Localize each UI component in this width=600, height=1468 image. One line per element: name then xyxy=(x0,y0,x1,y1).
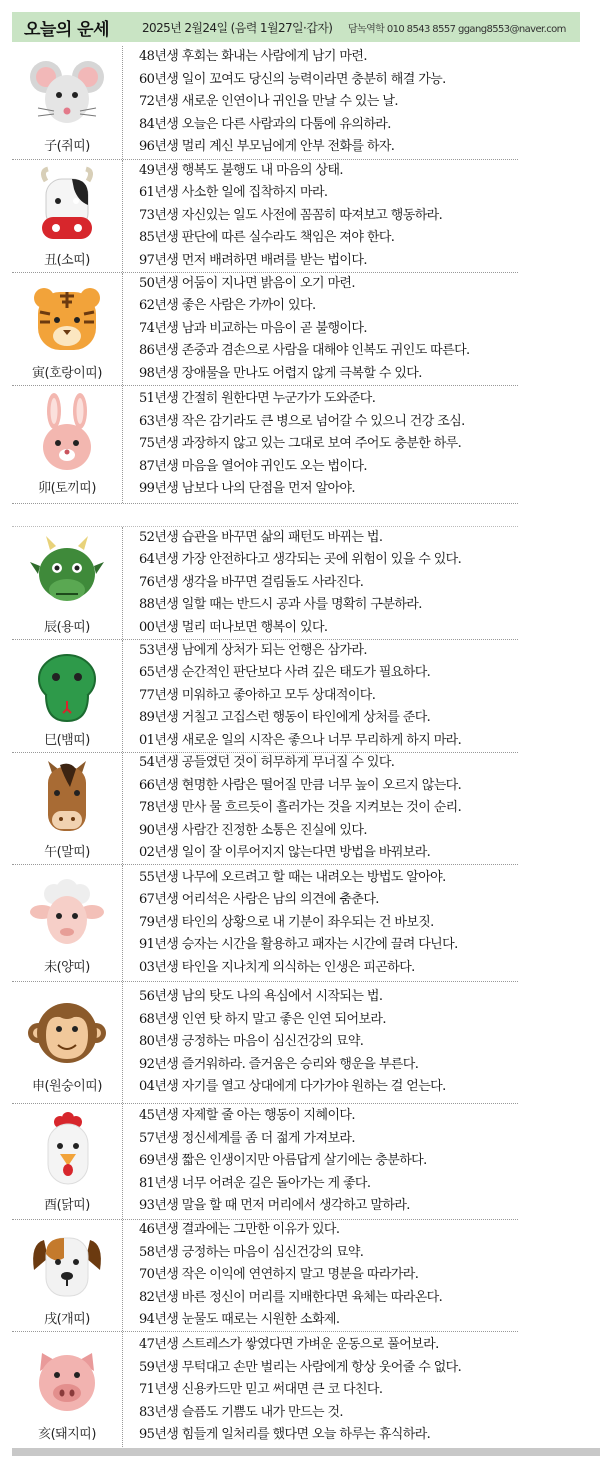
dragon-icon xyxy=(24,532,110,614)
zodiac-row-horse xyxy=(12,753,518,865)
zodiac-label: 丑(소띠) xyxy=(44,252,90,268)
zodiac-row-sheep xyxy=(12,865,518,982)
fortune-line: 63년생 작은 감기라도 큰 병으로 넘어갈 수 있으니 건강 조심. xyxy=(139,413,465,429)
fortune-line: 45년생 자제할 줄 아는 행동이 지혜이다. xyxy=(139,1108,355,1124)
fortune-line: 62년생 좋은 사람은 가까이 있다. xyxy=(139,298,316,314)
fortune-line: 91년생 승자는 시간을 활용하고 패자는 시간에 끌려 다닌다. xyxy=(139,937,458,953)
zodiac-row-pig xyxy=(12,1332,518,1449)
page-title: 오늘의 운세 xyxy=(24,19,110,40)
fortune-line: 83년생 슬픔도 기쁨도 내가 만드는 것. xyxy=(139,1404,343,1420)
header-bar xyxy=(12,12,580,42)
fortune-line: 78년생 만사 물 흐르듯이 흘러가는 것을 지켜보는 것이 순리. xyxy=(139,800,462,816)
fortune-lines xyxy=(123,386,518,503)
fortune-line: 02년생 일이 잘 이루어지지 않는다면 방법을 바꿔보라. xyxy=(139,845,431,861)
fortune-line: 89년생 거칠고 고집스런 행동이 타인에게 상처를 준다. xyxy=(139,710,431,726)
zodiac-animal xyxy=(12,527,122,639)
fortune-line: 01년생 새로운 일의 시작은 좋으나 너무 무리하게 하지 마라. xyxy=(139,732,462,748)
zodiac-label: 亥(돼지띠) xyxy=(38,1427,96,1442)
zodiac-animal xyxy=(12,1332,122,1449)
fortune-line: 75년생 과장하지 않고 있는 그대로 보여 주어도 충분한 하루. xyxy=(139,436,462,452)
fortune-line: 79년생 타인의 상황으로 내 기분이 좌우되는 건 바보짓. xyxy=(139,914,434,930)
fortune-line: 46년생 결과에는 그만한 이유가 있다. xyxy=(139,1222,340,1238)
zodiac-row-dragon xyxy=(12,526,518,640)
pig-icon xyxy=(24,1339,110,1421)
zodiac-label: 辰(용띠) xyxy=(44,619,90,635)
fortune-line: 67년생 어리석은 사람은 남의 의견에 춤춘다. xyxy=(139,892,379,908)
fortune-line: 85년생 판단에 따른 실수라도 책임은 져야 한다. xyxy=(139,230,395,246)
fortune-line: 97년생 먼저 배려하면 배려를 받는 법이다. xyxy=(139,252,367,268)
fortune-line: 82년생 바른 정신이 머리를 지배한다면 육체는 따라온다. xyxy=(139,1289,443,1305)
monkey-icon xyxy=(24,991,110,1073)
fortune-lines xyxy=(123,640,518,752)
fortune-line: 64년생 가장 안전하다고 생각되는 곳에 위험이 있을 수 있다. xyxy=(139,552,462,568)
fortune-lines xyxy=(123,1332,518,1449)
zodiac-animal xyxy=(12,1104,122,1219)
fortune-line: 66년생 현명한 사람은 떨어질 만큼 너무 높이 오르지 않는다. xyxy=(139,777,462,793)
zodiac-animal xyxy=(12,1220,122,1331)
rat-icon xyxy=(24,51,110,133)
fortune-line: 55년생 나무에 오르려고 할 때는 내려오는 방법도 알아야. xyxy=(139,869,446,885)
zodiac-label: 申(원숭이띠) xyxy=(32,1079,102,1094)
fortune-lines xyxy=(123,273,518,385)
fortune-line: 86년생 존중과 겸손으로 사람을 대해야 인복도 귀인도 따른다. xyxy=(139,343,470,359)
fortune-lines xyxy=(123,1104,518,1219)
zodiac-row-rooster xyxy=(12,1104,518,1220)
zodiac-row-dog xyxy=(12,1220,518,1332)
horse-icon xyxy=(24,757,110,839)
zodiac-animal xyxy=(12,386,122,503)
fortune-line: 48년생 후회는 화내는 사람에게 남기 마련. xyxy=(139,49,367,65)
zodiac-row-rat xyxy=(12,46,518,160)
fortune-line: 70년생 작은 이익에 연연하지 말고 명분을 따라가라. xyxy=(139,1267,419,1283)
zodiac-animal xyxy=(12,865,122,981)
zodiac-animal xyxy=(12,160,122,272)
fortune-line: 56년생 남의 탓도 나의 욕심에서 시작되는 법. xyxy=(139,989,383,1005)
fortune-line: 65년생 순간적인 판단보다 사려 깊은 태도가 필요하다. xyxy=(139,665,431,681)
zodiac-label: 午(말띠) xyxy=(44,845,90,860)
zodiac-label: 寅(호랑이띠) xyxy=(32,365,102,381)
fortune-line: 59년생 무턱대고 손만 벌리는 사람에게 항상 웃어줄 수 없다. xyxy=(139,1359,462,1375)
zodiac-label: 巳(뱀띠) xyxy=(44,732,90,748)
fortune-line: 77년생 미워하고 좋아하고 모두 상대적이다. xyxy=(139,687,376,703)
zodiac-label: 卯(토끼띠) xyxy=(38,481,96,496)
sheep-icon xyxy=(24,872,110,954)
rabbit-icon xyxy=(24,393,110,475)
zodiac-animal xyxy=(12,982,122,1103)
fortune-line: 96년생 멀리 계신 부모님에게 안부 전화를 하자. xyxy=(139,139,395,155)
fortune-line: 61년생 사소한 일에 집착하지 마라. xyxy=(139,185,328,201)
fortune-line: 60년생 일이 꼬여도 당신의 능력이라면 충분히 해결 가능. xyxy=(139,71,446,87)
fortune-line: 87년생 마음을 열어야 귀인도 오는 법이다. xyxy=(139,458,367,474)
zodiac-label: 酉(닭띠) xyxy=(44,1198,90,1213)
fortune-line: 49년생 행복도 불행도 내 마음의 상태. xyxy=(139,162,343,178)
fortune-line: 51년생 간절히 원한다면 누군가가 도와준다. xyxy=(139,391,376,407)
fortune-line: 95년생 힘들게 일처리를 했다면 오늘 하루는 휴식하라. xyxy=(139,1427,431,1443)
zodiac-label: 子(쥐띠) xyxy=(44,139,90,154)
fortune-line: 54년생 공들였던 것이 허무하게 무너질 수 있다. xyxy=(139,755,395,771)
fortune-line: 72년생 새로운 인연이나 귀인을 만날 수 있는 날. xyxy=(139,94,398,110)
fortune-lines xyxy=(123,160,518,272)
rooster-icon xyxy=(24,1110,110,1192)
fortune-line: 00년생 멀리 떠나보면 행복이 있다. xyxy=(139,619,328,635)
fortune-line: 90년생 사람간 진정한 소통은 진실에 있다. xyxy=(139,822,367,838)
tiger-icon xyxy=(24,278,110,360)
fortune-line: 94년생 눈물도 때로는 시원한 소화제. xyxy=(139,1312,340,1328)
snake-icon xyxy=(24,645,110,727)
zodiac-row-tiger xyxy=(12,273,518,386)
zodiac-row-monkey xyxy=(12,982,518,1104)
fortune-lines xyxy=(123,982,518,1103)
zodiac-animal xyxy=(12,753,122,864)
zodiac-animal xyxy=(12,46,122,159)
fortune-lines xyxy=(123,1220,518,1331)
fortune-line: 47년생 스트레스가 쌓였다면 가벼운 운동으로 풀어보라. xyxy=(139,1337,439,1353)
dog-icon xyxy=(24,1224,110,1306)
zodiac-animal xyxy=(12,640,122,752)
fortune-line: 68년생 인연 탓 하지 말고 좋은 인연 되어보라. xyxy=(139,1011,386,1027)
fortune-line: 53년생 남에게 상처가 되는 언행은 삼가라. xyxy=(139,642,367,658)
fortune-line: 98년생 장애물을 만나도 어렵지 않게 극복할 수 있다. xyxy=(139,365,422,381)
fortune-line: 84년생 오늘은 다른 사람과의 다툼에 유의하라. xyxy=(139,116,391,132)
fortune-line: 52년생 습관을 바꾸면 삶의 패턴도 바뀌는 법. xyxy=(139,529,383,545)
ox-icon xyxy=(24,165,110,247)
fortune-lines xyxy=(123,527,518,639)
fortune-line: 80년생 긍정하는 마음이 심신건강의 묘약. xyxy=(139,1034,364,1050)
fortune-line: 92년생 즐거워하라. 즐거움은 승리와 행운을 부른다. xyxy=(139,1056,419,1072)
fortune-line: 50년생 어둠이 지나면 밝음이 오기 마련. xyxy=(139,275,355,291)
fortune-lines xyxy=(123,865,518,981)
fortune-line: 57년생 정신세계를 좀 더 젊게 가져보라. xyxy=(139,1130,355,1146)
zodiac-animal xyxy=(12,273,122,385)
fortune-line: 99년생 남보다 나의 단점을 먼저 알아야. xyxy=(139,481,355,497)
zodiac-label: 戌(개띠) xyxy=(44,1312,90,1327)
fortune-line: 93년생 말을 할 때 먼저 머리에서 생각하고 말하라. xyxy=(139,1198,410,1214)
fortune-lines xyxy=(123,753,518,864)
fortune-line: 03년생 타인을 지나치게 의식하는 인생은 피곤하다. xyxy=(139,959,415,975)
fortune-line: 88년생 일할 때는 반드시 공과 사를 명확히 구분하라. xyxy=(139,597,422,613)
zodiac-row-ox xyxy=(12,160,518,273)
fortune-line: 81년생 너무 어려운 길은 돌아가는 게 좋다. xyxy=(139,1175,371,1191)
zodiac-label: 未(양띠) xyxy=(44,959,90,975)
fortune-line: 71년생 신용카드만 믿고 써대면 큰 코 다친다. xyxy=(139,1382,383,1398)
footer-bar xyxy=(12,1448,600,1456)
header-contact: 담녹역학 010 8543 8557 ggang8553@naver.com xyxy=(348,23,566,35)
fortune-line: 73년생 자신있는 일도 사전에 꼼꼼히 따져보고 행동하라. xyxy=(139,207,443,223)
zodiac-row-rabbit xyxy=(12,386,518,504)
fortune-line: 74년생 남과 비교하는 마음이 곧 불행이다. xyxy=(139,320,367,336)
fortune-line: 69년생 짧은 인생이지만 아름답게 살기에는 충분하다. xyxy=(139,1153,427,1169)
zodiac-row-snake xyxy=(12,640,518,753)
fortune-lines xyxy=(123,46,518,159)
fortune-line: 04년생 자기를 열고 상대에게 다가가야 원하는 걸 얻는다. xyxy=(139,1079,446,1095)
section-gap xyxy=(12,504,518,526)
fortune-line: 58년생 긍정하는 마음이 심신건강의 묘약. xyxy=(139,1244,364,1260)
header-date: 2025년 2월24일 (음력 1월27일·갑자) xyxy=(142,20,333,35)
zodiac-fortune-list xyxy=(12,46,518,1449)
fortune-line: 76년생 생각을 바꾸면 걸림돌도 사라진다. xyxy=(139,574,364,590)
